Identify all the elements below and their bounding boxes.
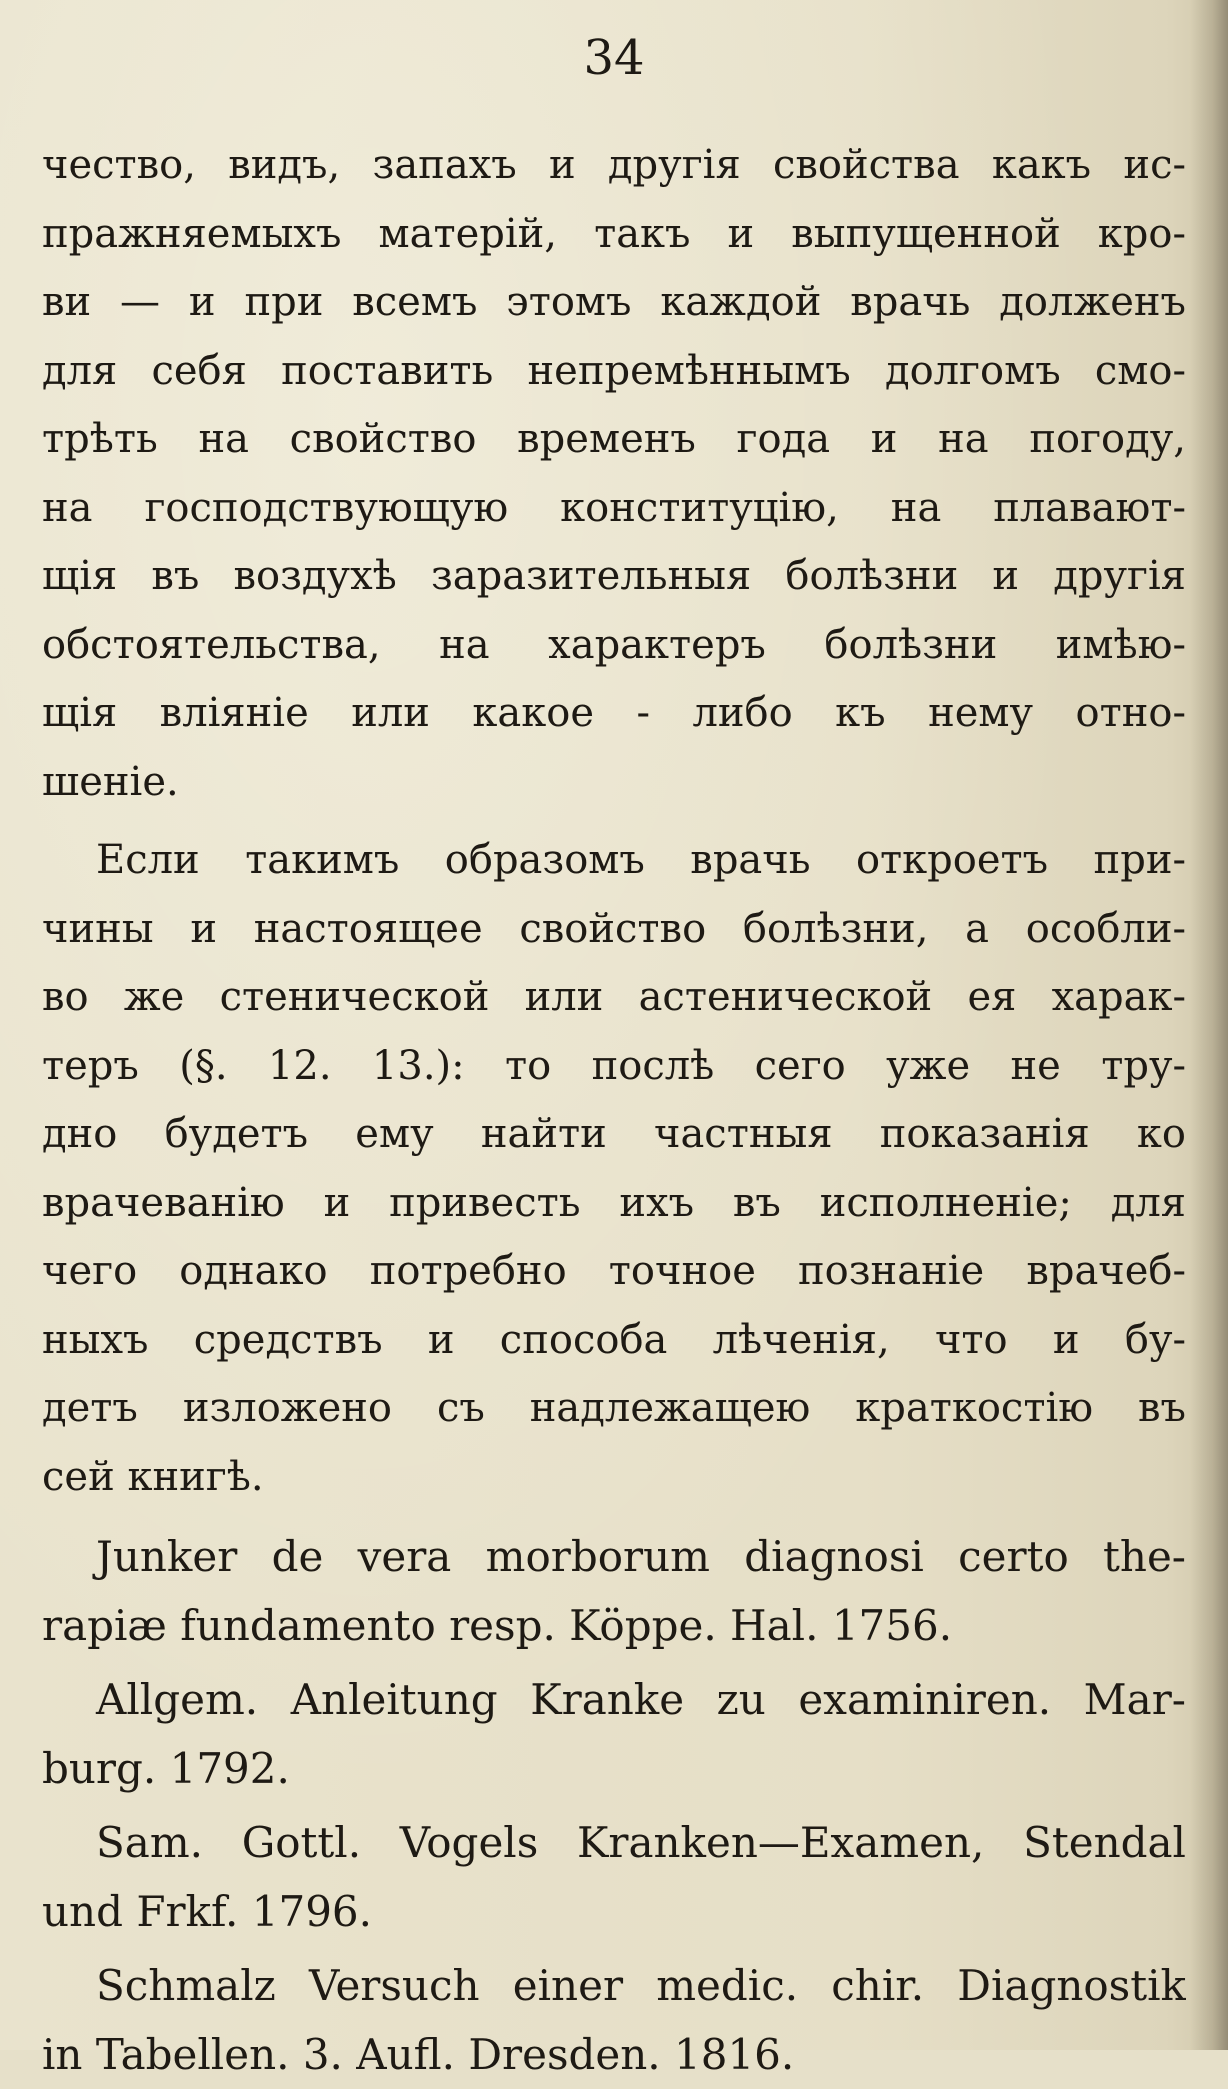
text-line: щія вліяніе или какое - либо къ нему отно- [42, 679, 1186, 748]
text-line: на господствующую конституцію, на плавают- [42, 474, 1186, 543]
text-line: Schmalz Versuch einer medic. chir. Diagnostik [42, 1952, 1186, 2021]
text-line: теръ (§. 12. 13.): то послѣ сего уже не тру- [42, 1032, 1186, 1101]
page-number: 34 [0, 28, 1228, 88]
bibliography-entry-vogel [42, 1809, 1186, 1946]
bibliography-entry-schmalz [42, 1952, 1186, 2089]
text-line: во же стенической или астенической ея харак- [42, 963, 1186, 1032]
text-line: Sam. Gottl. Vogels Kranken—Examen, Stendal [42, 1809, 1186, 1878]
text-line: трѣть на свойство временъ года и на погоду, [42, 405, 1186, 474]
text-line: Allgem. Anleitung Kranke zu examiniren. Mar- [42, 1666, 1186, 1735]
text-line: сей книгѣ. [42, 1443, 1186, 1512]
text-line: ныхъ средствъ и способа лѣченія, что и бу- [42, 1306, 1186, 1375]
bibliography-entry-junker [42, 1523, 1186, 1660]
text-line: обстоятельства, на характеръ болѣзни имѣю- [42, 611, 1186, 680]
paragraph-2 [42, 826, 1186, 1511]
text-line: rapiæ fundamento resp. Köppe. Hal. 1756. [42, 1592, 1186, 1661]
body-text [42, 131, 1186, 2089]
bibliography [42, 1523, 1186, 2089]
text-line: Junker de vera morborum diagnosi certo the- [42, 1523, 1186, 1592]
text-line: детъ изложено съ надлежащею краткостію въ [42, 1374, 1186, 1443]
text-line: шеніе. [42, 748, 1186, 817]
text-line: ви — и при всемъ этомъ каждой врачь долженъ [42, 268, 1186, 337]
text-line: und Frkf. 1796. [42, 1878, 1186, 1947]
text-line: чество, видъ, запахъ и другія свойства какъ ис- [42, 131, 1186, 200]
text-line: чего однако потребно точное познаніе врачеб- [42, 1237, 1186, 1306]
bibliography-entry-allgem [42, 1666, 1186, 1803]
text-line: burg. 1792. [42, 1735, 1186, 1804]
text-line: врачеванію и привесть ихъ въ исполненіе; для [42, 1169, 1186, 1238]
page-edge-shadow [1190, 0, 1228, 2050]
text-line: дно будетъ ему найти частныя показанія ко [42, 1100, 1186, 1169]
paragraph-1 [42, 131, 1186, 816]
text-line: in Tabellen. 3. Aufl. Dresden. 1816. [42, 2021, 1186, 2089]
text-line: пражняемыхъ матерій, такъ и выпущенной кро- [42, 200, 1186, 269]
text-line: чины и настоящее свойство болѣзни, а особли- [42, 895, 1186, 964]
text-line: щія въ воздухѣ заразительныя болѣзни и другія [42, 542, 1186, 611]
text-line: для себя поставить непремѣннымъ долгомъ смо- [42, 337, 1186, 406]
text-line: Если такимъ образомъ врачь откроетъ при- [42, 826, 1186, 895]
